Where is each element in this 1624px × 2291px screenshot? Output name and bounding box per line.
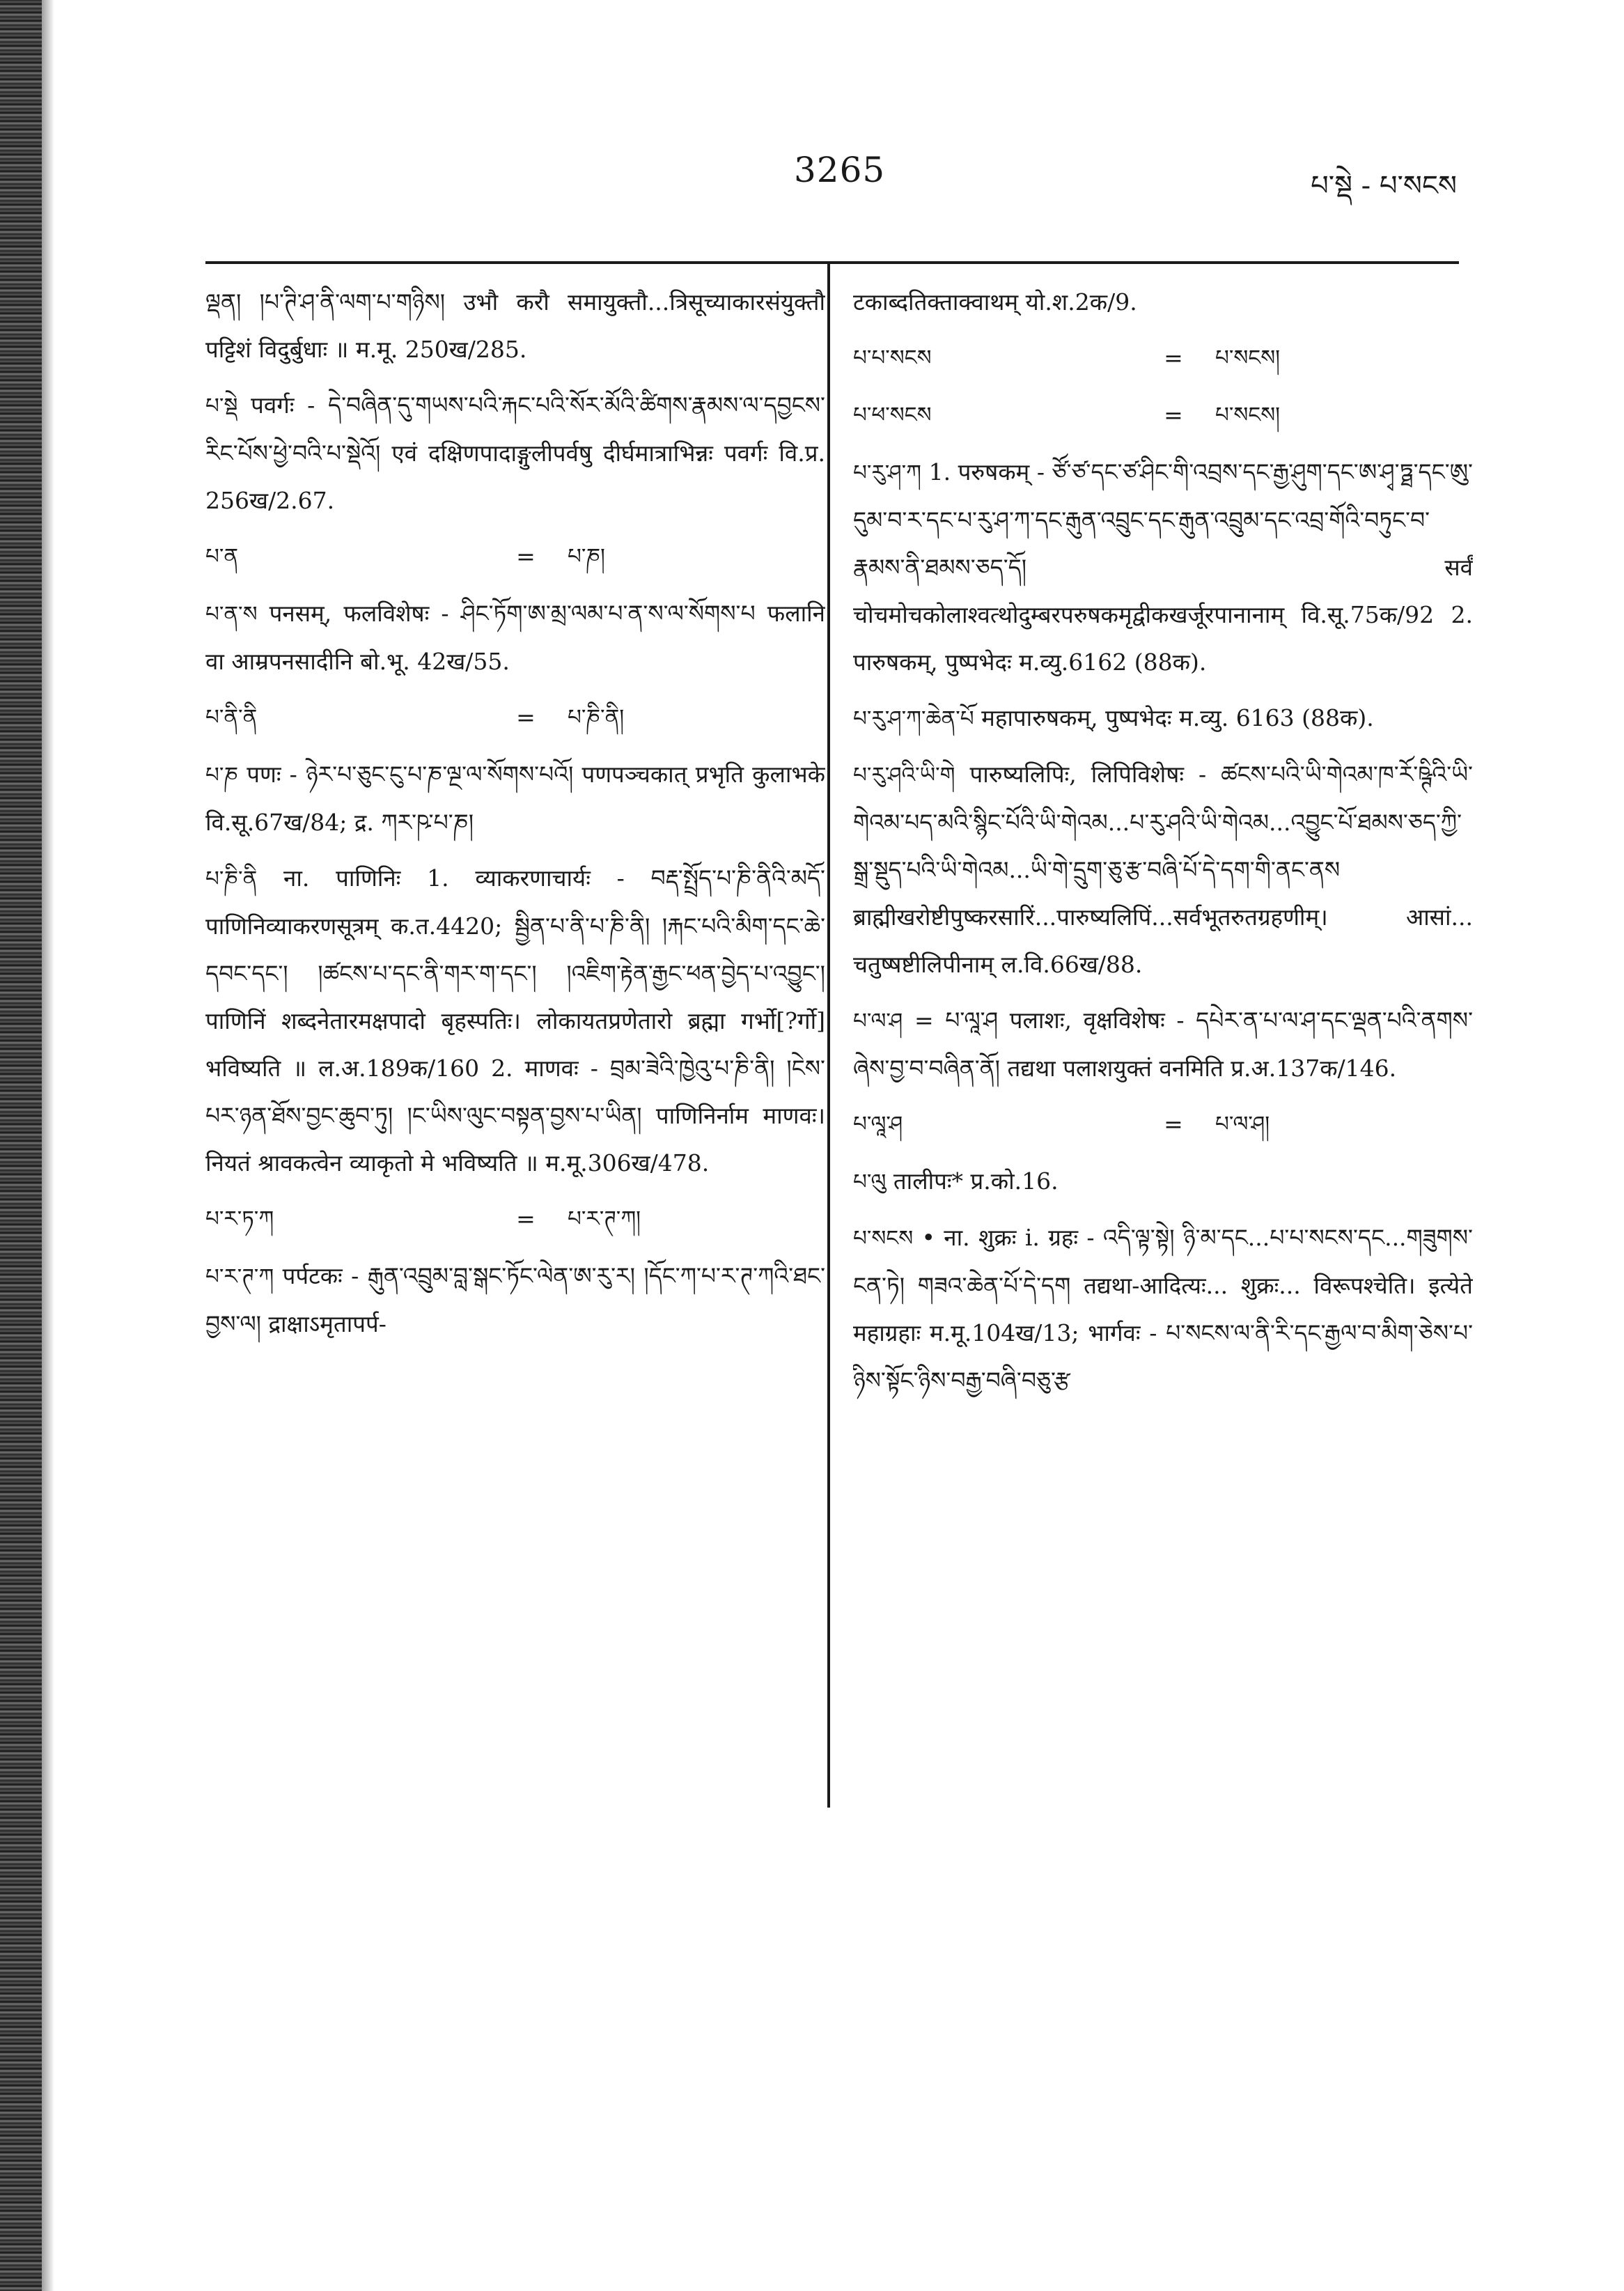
headword: པ་རུ་ཤའི་ཡི་གེ	[853, 763, 955, 788]
entry-body: पणः - ཉེར་པ་ཅུང་ངུ་པ་ཎ་ལྔ་ལ་སོགས་པའོ། पणपञ्चकात् प्रभृति कुलाभके वि.सू.67ख/84; द्र. ཀར་ཥ་པ་ཎ།	[205, 761, 825, 836]
header-rule	[205, 261, 1459, 264]
right-column	[853, 279, 1473, 2090]
page-header	[0, 150, 1624, 202]
scan-edge-shadow	[42, 0, 54, 2291]
running-head: པ་སྡེ - པ་སངས	[1311, 170, 1457, 202]
dictionary-entry	[853, 751, 1473, 988]
equals-sign: =	[516, 543, 536, 570]
entry-body: महापारुषकम्, पुष्पभेदः म.व्यु. 6163 (88क).	[981, 704, 1374, 731]
equals-sign: =	[1164, 344, 1183, 371]
entry-body: तालीपः* प्र.को.16.	[893, 1167, 1059, 1195]
dictionary-entry	[853, 1214, 1473, 1404]
cross-reference-entry	[205, 1195, 825, 1243]
scan-edge	[0, 0, 42, 2291]
cross-reference-target: པ་ཎི་ནི།	[568, 705, 625, 730]
dictionary-entry	[205, 1252, 825, 1348]
headword: པ་ར་ཏ་ཀ	[205, 1206, 274, 1232]
headword: པ་ཎ	[205, 763, 239, 788]
dictionary-entry	[205, 751, 825, 846]
entry-body: ལྡན། །པ་ཊི་ཤ་ནི་ལག་པ་གཉིས། उभौ करौ समायुक्तौ...त्रिसूच्याकारसंयुक्तौ पट्टिशं विदुर्बुधाः ॥ म.मू. 250ख/285.	[205, 288, 825, 363]
headword: པ་རུ་ཤ་ཀ་ཆེན་པོ	[853, 706, 974, 731]
headword: པ་ལཱ་ཤ	[853, 1112, 903, 1137]
headword: པ་རུ་ཤ་ཀ	[853, 460, 921, 486]
entry-body: पर्पटकः - རྒུན་འབྲུམ་བླ་སྒང་ཏོང་ལེན་ཨ་རུ་ར། །དོང་ཀ་པ་ཪ་ཊ་ཀའི་ཐང་བྱས་ལ། द्राक्षाऽमृतापर्प-	[205, 1262, 825, 1337]
dictionary-entry	[853, 694, 1473, 743]
entry-body: टकाब्दतिक्ताक्वाथम् यो.श.2क/9.	[853, 288, 1137, 316]
cross-reference-target: པ་སངས།	[1215, 345, 1280, 371]
headword: པ་ལུ	[853, 1170, 887, 1195]
headword: པ་སངས	[853, 1226, 914, 1251]
headword: པ་པ་སངས	[853, 345, 932, 371]
dictionary-entry	[205, 855, 825, 1187]
cross-reference-entry	[205, 694, 825, 741]
entry-body: = པ་ལཱ་ཤ पलाशः, वृक्षविशेषः - དཔེར་ན་པ་ལ་ཤ་དང་ལྡན་པའི་ནགས་ཞེས་བྱ་བ་བཞིན་ནོ། तद्यथा पलाशयुक्तं वनमिति प्र.अ.137क/146.	[853, 1007, 1473, 1082]
entry-continuation	[205, 279, 825, 373]
dictionary-entry	[853, 449, 1473, 686]
headword: པ་ན	[205, 544, 239, 569]
dictionary-entry	[205, 590, 825, 685]
headword: པ་ལ་ཤ	[853, 1009, 903, 1034]
headword: པ་ཕ་སངས	[853, 403, 932, 428]
headword: པ་ཎི་ནི	[205, 867, 258, 892]
cross-reference-entry	[205, 533, 825, 580]
entry-body: पनसम्, फलविशेषः - ཤིང་ཏོག་ཨ་མྲ་ལམ་པ་ན་ས་ལ་སོགས་པ फलानि वा आम्रपनसादीनि बो.भू. 42ख/55.	[205, 600, 825, 675]
cross-reference-target: པ་ཪ་ཊ་ཀ།	[568, 1206, 641, 1232]
cross-reference-entry	[853, 1101, 1473, 1148]
equals-sign: =	[1164, 401, 1183, 428]
cross-reference-entry	[853, 334, 1473, 382]
equals-sign: =	[516, 704, 536, 731]
entry-continuation	[853, 279, 1473, 326]
cross-reference-target: པ་སངས།	[1215, 403, 1280, 428]
left-column	[205, 279, 825, 2090]
entry-body: • ना. शुक्रः i. ग्रहः - འདི་ལྟ་སྟེ། ཉི་མ་དང...པ་པ་སངས་དང...གཟུགས་ངན་ཏེ། གཟའ་ཆེན་པོ་དེ་དག तद्यथा-आदित्यः... शुक्रः... विरूपश्चेति। इत्येते महाग्रहाः म.मू.104ख/13; भार्गवः - པ་སངས་ལ་ནི་རི་དང་རྒྱལ་བ་མིག་ཅེས་པ་ཉིས་སྟོང་ཉིས་བརྒྱ་བཞི་བཅུ་རྩ	[853, 1224, 1473, 1394]
dictionary-entry	[205, 382, 825, 525]
entry-body: पवर्गः - དེ་བཞིན་དུ་གཡས་པའི་རྐང་པའི་སོར་མོའི་ཚིགས་རྣམས་ལ་དབྱངས་རིང་པོས་ཕྱེ་བའི་པ་སྡེའོ། एवं दक्षिणपादाङ्गुलीपर्वषु दीर्घमात्राभिन्नः पवर्गः वि.प्र. 256ख/2.67.	[205, 391, 825, 514]
entry-body: पारुष्यलिपिः, लिपिविशेषः - ཚངས་པའི་ཡི་གེའམ་ཁ་རོ་ཥྚིའི་ཡི་གེའམ་པད་མའི་སྙིང་པོའི་ཡི་གེའམ...པ་རུ་ཤའི་ཡི་གེའམ...འབྱུང་པོ་ཐམས་ཅད་ཀྱི་སྒྲ་སྡུད་པའི་ཡི་གེའམ...ཡི་གེ་དྲུག་ཅུ་རྩ་བཞི་པོ་དེ་དག་གི་ནང་ནས ब्राह्मीखरोष्टीपुष्करसारिं...पारुष्यलिपिं...सर्वभूतरुतग्रहणीम्। आसां... चतुष्षष्टीलिपीनाम् ल.वि.66ख/88.	[853, 761, 1473, 978]
headword: པ་ཪ་ཊ་ཀ	[205, 1264, 274, 1289]
headword: པ་ནི་ནི	[205, 705, 258, 730]
equals-sign: =	[516, 1205, 536, 1232]
column-divider	[827, 261, 830, 1808]
headword: པ་སྡེ	[205, 394, 238, 419]
dictionary-entry	[853, 997, 1473, 1092]
entry-body: ना. पाणिनिः 1. व्याकरणाचार्यः - བརྡ་སྤྲོད་པ་ཎི་ནིའི་མདོ་ पाणिनिव्याकरणसूत्रम् क.त.4420; སྦྱིན་པ་ནི་པ་ཎི་ནི། །རྐང་པའི་མིག་དང་ཆེ་དབང་དང་། །ཚངས་པ་དང་ནི་གར་ག་དང་། །འཇིག་རྟེན་རྒྱང་ཕན་བྱེད་པ་འབྱུང་། पाणिनिं शब्दनेतारमक्षपादो बृहस्पतिः। लोकायतप्रणेतारो ब्रह्मा गर्भो[?र्गो] भविष्यति ॥ ल.अ.189क/160 2. माणवः - བྲམ་ཟེའི་ཁྱེའུ་པ་ཎི་ནི། །ངེས་པར་ཉན་ཐོས་བྱང་ཆུབ་ཏུ། །ང་ཡིས་ལུང་བསྟན་བྱས་པ་ཡིན། पाणिनिर्नाम माणवः। नियतं श्रावकत्वेन व्याकृतो मे भविष्यति ॥ म.मू.306ख/478.	[205, 864, 825, 1176]
cross-reference-target: པ་ཎ།	[568, 544, 605, 569]
page-number: 3265	[794, 150, 886, 190]
headword: པ་ན་ས	[205, 602, 258, 627]
cross-reference-target: པ་ལ་ཤ།	[1215, 1112, 1270, 1137]
dictionary-entry	[853, 1158, 1473, 1206]
equals-sign: =	[1164, 1110, 1183, 1137]
entry-body: 1. परुषकम् - ཙོ་ཙ་དང་ཙ་ཤིང་གི་འབྲས་དང་རྒྱ་ཤུག་དང་ཨ་ཤྭ་ཏྠ་དང་ཨུ་དུམ་བ་ར་དང་པ་རུ་ཤ་ཀ་དང་རྒུན་འབྲུང་དང་རྒུན་འབྲུམ་དང་འབྲ་གོའི་བཏུང་བ་རྣམས་ནི་ཐམས་ཅད་དོ། सर्वं चोचमोचकोलाश्वत्थोदुम्बरपरुषकमृद्वीकखर्जूरपानानाम् वि.सू.75क/92 2. पारुषकम्, पुष्पभेदः म.व्यु.6162 (88क).	[853, 458, 1473, 676]
cross-reference-entry	[853, 391, 1473, 439]
